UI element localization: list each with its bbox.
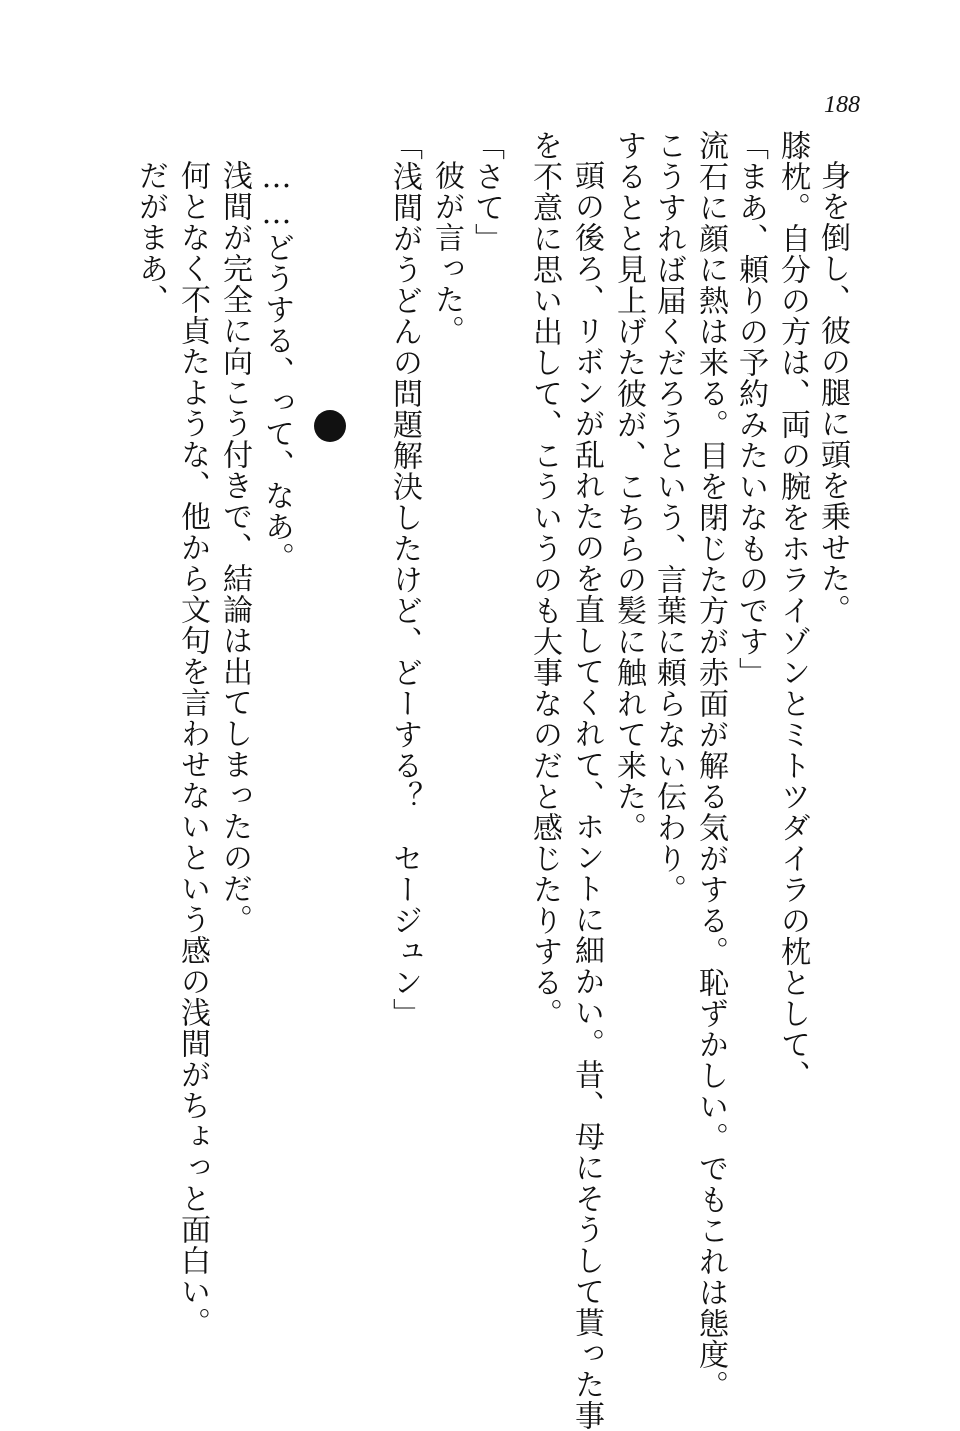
page-number: 188 [824,92,860,118]
text-column: 膝枕。自分の方は、両の腕をホライゾンとミトツダイラの枕として、 [775,130,810,1091]
text-column: 流石に顔に熱は来る。目を閉じた方が赤面が解る気がする。恥ずかしい。でもこれは態度。 [693,130,728,1401]
text-column: こうすれば届くだろうという、言葉に頼らない伝わり。 [651,130,686,905]
text-column: 「浅間がうどんの問題解決したけど、どーする？ セージュン」 [387,130,422,1029]
text-column: 身を倒し、彼の腿に頭を乗せた。 [815,160,850,625]
text-column: するとと見上げた彼が、こちらの髪に触れて来た。 [611,130,646,843]
section-break-dot [314,410,346,442]
text-column: 「まあ、頼りの予約みたいなものです」 [733,130,768,688]
text-column: だがまあ、 [133,160,168,315]
text-column: 何となく不貞たような、他から文句を言わせないという感の浅間がちょっと面白い。 [175,160,210,1338]
text-column: 彼が言った。 [429,160,464,346]
text-column: 頭の後ろ、リボンが乱れたのを直してくれて、ホントに細かい。昔、母にそうして貰った事 [569,160,604,1431]
text-column: 浅間が完全に向こう付きで、結論は出てしまったのだ。 [217,160,252,935]
text-column: を不意に思い出して、こういうのも大事なのだと感じたりする。 [527,130,562,1029]
text-column: 「さて」 [469,130,504,254]
text-column: ……どうする、って、なあ。 [259,160,294,573]
